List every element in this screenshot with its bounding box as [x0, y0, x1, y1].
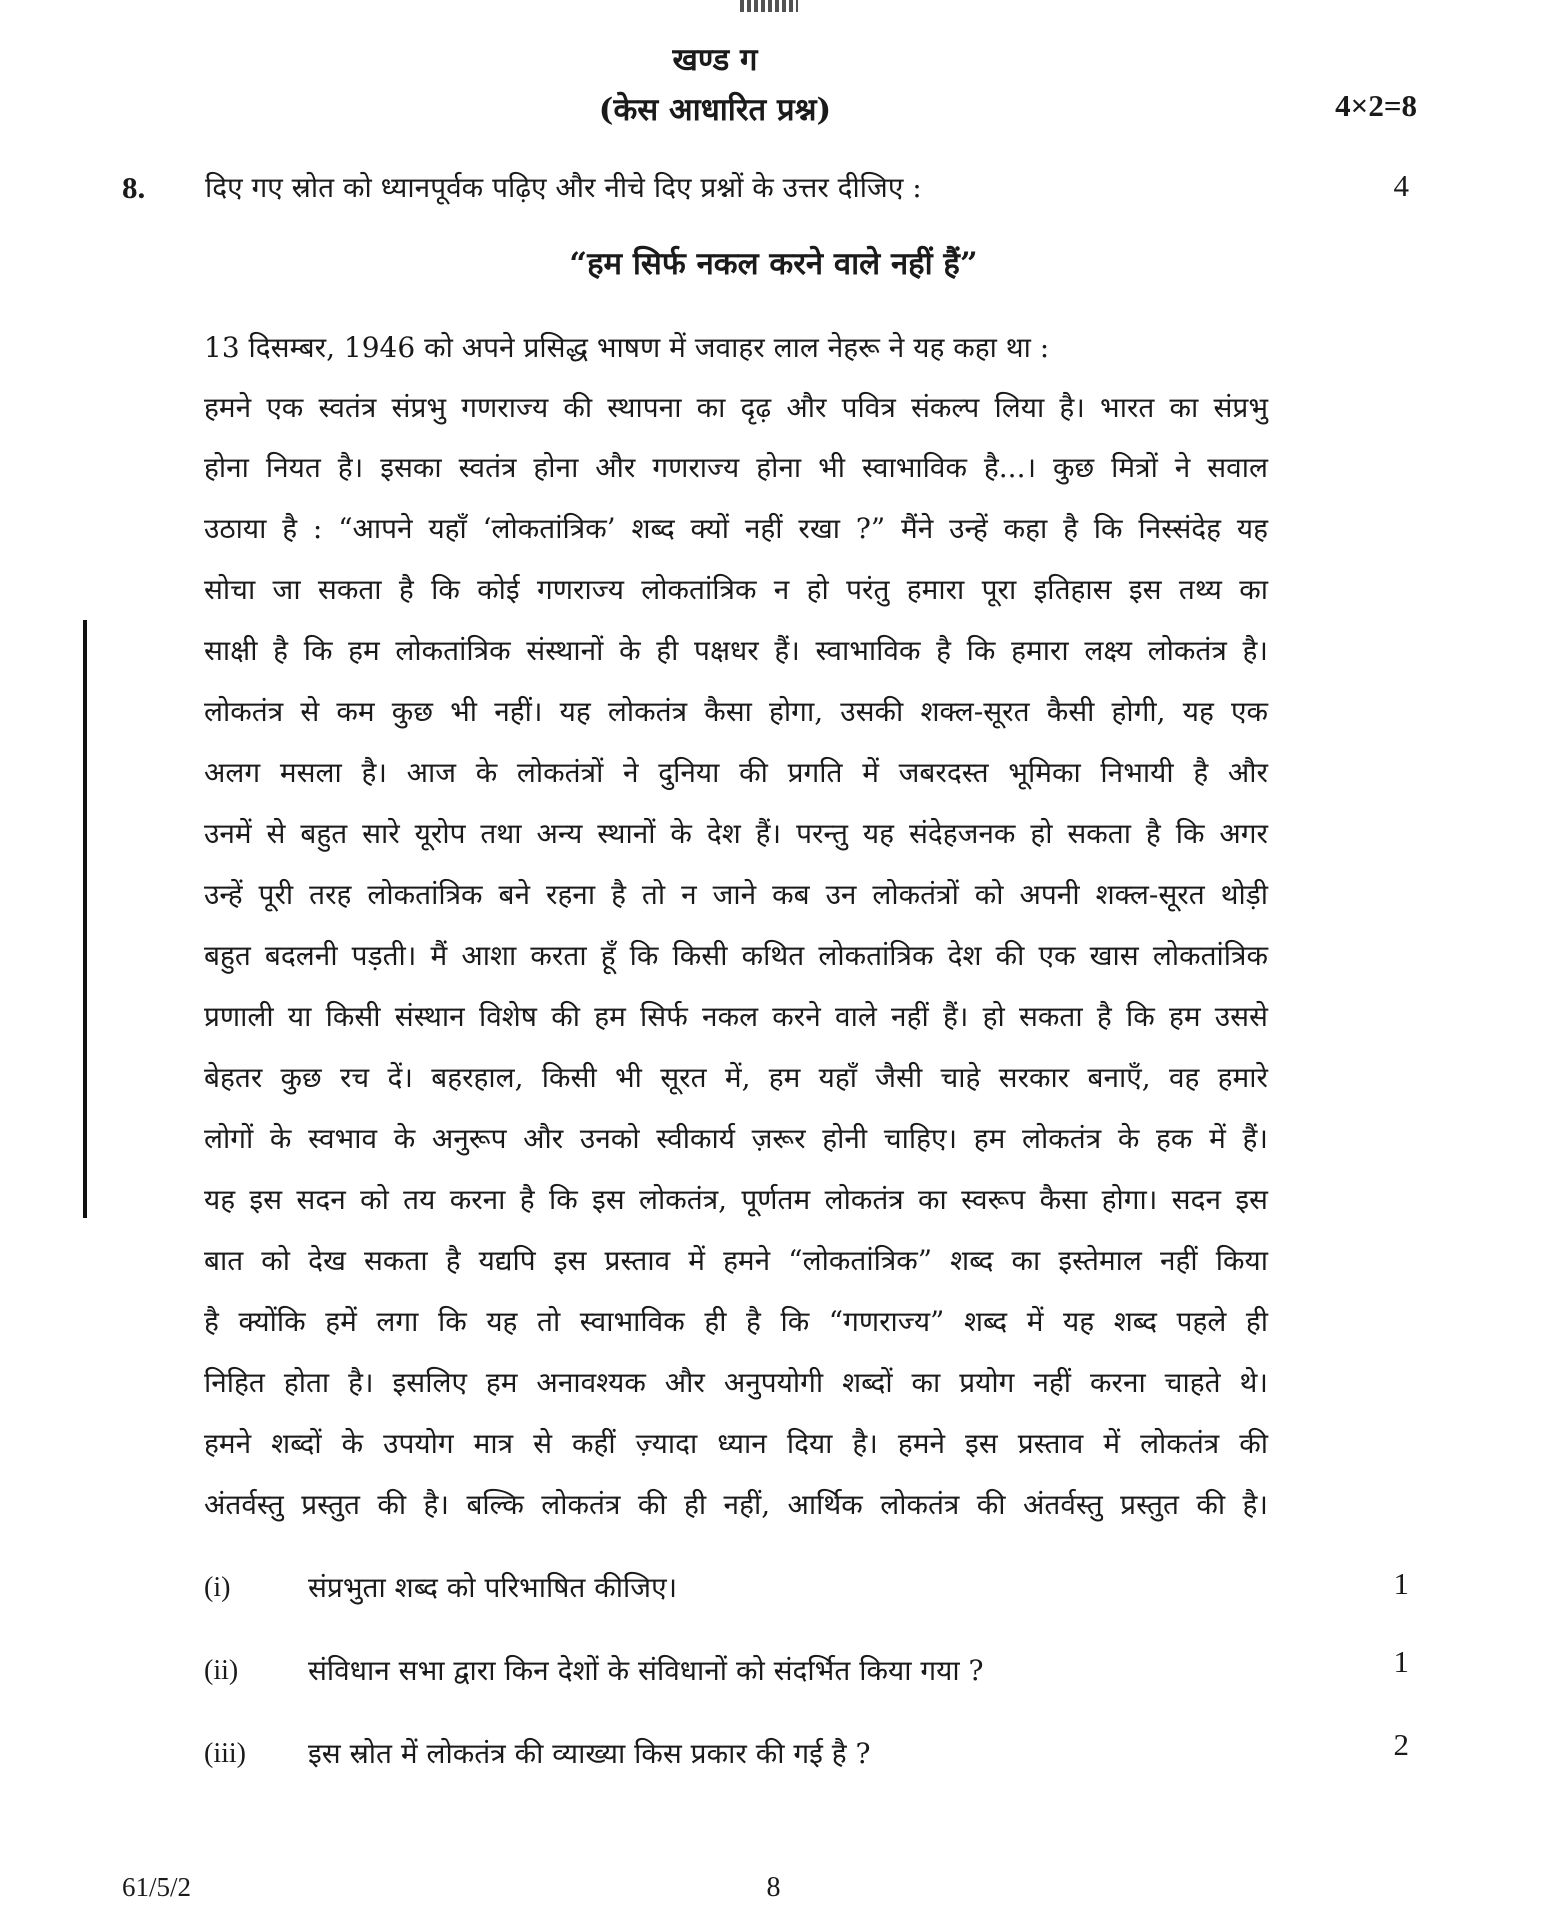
passage-line: उनमें से बहुत सारे यूरोप तथा अन्य स्थानों के देश हैं। परन्तु यह संदेहजनक हो सकता है कि अगर: [204, 817, 1268, 850]
passage-line: अलग मसला है। आज के लोकतंत्रों ने दुनिया की प्रगति में जबरदस्त भूमिका निभायी है और: [204, 756, 1268, 789]
section-subtitle: (केस आधारित प्रश्न): [598, 92, 832, 128]
passage-line: बात को देख सकता है यद्यपि इस प्रस्ताव में हमने “लोकतांत्रिक” शब्द का इस्तेमाल नहीं किया: [204, 1244, 1268, 1277]
section-title: खण्ड ग: [672, 42, 758, 78]
question-number: 8.: [122, 170, 146, 205]
subquestion-text: इस स्रोत में लोकतंत्र की व्याख्या किस प्रकार की गई है ?: [308, 1737, 871, 1770]
subquestion-label: (i): [204, 1572, 231, 1603]
passage-line: है क्योंकि हमें लगा कि यह तो स्वाभाविक ही है कि “गणराज्य” शब्द में यह शब्द पहले ही: [204, 1305, 1268, 1338]
qr-code-mark: [740, 0, 798, 12]
passage-line: प्रणाली या किसी संस्थान विशेष की हम सिर्फ नकल करने वाले नहीं हैं। हो सकता है कि हम उससे: [204, 1000, 1268, 1033]
subquestion-marks: 1: [1393, 1644, 1409, 1679]
passage-line: 13 दिसम्बर, 1946 को अपने प्रसिद्ध भाषण में जवाहर लाल नेहरू ने यह कहा था :: [204, 331, 1050, 364]
passage-line: होना नियत है। इसका स्वतंत्र होना और गणराज्य होना भी स्वाभाविक है...। कुछ मित्रों ने सवाल: [204, 451, 1268, 484]
passage-line: उठाया है : “आपने यहाँ ‘लोकतांत्रिक’ शब्द क्यों नहीं रखा ?” मैंने उन्हें कहा है कि निस्संदेह यह: [204, 512, 1268, 545]
passage-line: हमने एक स्वतंत्र संप्रभु गणराज्य की स्थापना का दृढ़ और पवित्र संकल्प लिया है। भारत का संप्रभु: [204, 391, 1268, 424]
passage-line: साक्षी है कि हम लोकतांत्रिक संस्थानों के ही पक्षधर हैं। स्वाभाविक है कि हमारा लक्ष्य लोकतंत्र है।: [204, 634, 1268, 667]
subquestion-marks: 1: [1393, 1566, 1409, 1601]
passage-line: उन्हें पूरी तरह लोकतांत्रिक बने रहना है तो न जाने कब उन लोकतंत्रों को अपनी शक्ल-सूरत थोड़ी: [204, 878, 1268, 911]
margin-change-bar: [83, 620, 87, 1218]
passage-line: लोकतंत्र से कम कुछ भी नहीं। यह लोकतंत्र कैसा होगा, उसकी शक्ल-सूरत कैसी होगी, यह एक: [204, 695, 1268, 728]
passage-line: बेहतर कुछ रच दें। बहरहाल, किसी भी सूरत में, हम यहाँ जैसी चाहे सरकार बनाएँ, वह हमारे: [204, 1061, 1268, 1094]
subquestion-text: संप्रभुता शब्द को परिभाषित कीजिए।: [308, 1571, 678, 1604]
source-title: “हम सिर्फ नकल करने वाले नहीं हैं”: [569, 246, 978, 282]
passage-line: हमने शब्दों के उपयोग मात्र से कहीं ज़्यादा ध्यान दिया है। हमने इस प्रस्ताव में लोकतंत्र की: [204, 1427, 1268, 1460]
passage-line: बहुत बदलनी पड़ती। मैं आशा करता हूँ कि किसी कथित लोकतांत्रिक देश की एक खास लोकतांत्रिक: [204, 939, 1268, 972]
passage-line: लोगों के स्वभाव के अनुरूप और उनको स्वीकार्य ज़रूर होनी चाहिए। हम लोकतंत्र के हक में हैं।: [204, 1122, 1268, 1155]
subquestion-text: संविधान सभा द्वारा किन देशों के संविधानों को संदर्भित किया गया ?: [308, 1654, 984, 1687]
section-marks: 4×2=8: [1335, 88, 1417, 123]
subquestion-label: (ii): [204, 1655, 239, 1686]
question-marks: 4: [1393, 168, 1409, 203]
subquestion-marks: 2: [1393, 1727, 1409, 1762]
paper-code: 61/5/2: [122, 1872, 192, 1902]
passage-line: निहित होता है। इसलिए हम अनावश्यक और अनुपयोगी शब्दों का प्रयोग नहीं करना चाहते थे।: [204, 1366, 1268, 1399]
passage-line: सोचा जा सकता है कि कोई गणराज्य लोकतांत्रिक न हो परंतु हमारा पूरा इतिहास इस तथ्य का: [204, 573, 1268, 606]
page-number: 8: [766, 1872, 781, 1903]
passage-line: यह इस सदन को तय करना है कि इस लोकतंत्र, पूर्णतम लोकतंत्र का स्वरूप कैसा होगा। सदन इस: [204, 1183, 1268, 1216]
question-instruction: दिए गए स्रोत को ध्यानपूर्वक पढ़िए और नीचे दिए प्रश्नों के उत्तर दीजिए :: [205, 171, 922, 204]
passage-line: अंतर्वस्तु प्रस्तुत की है। बल्कि लोकतंत्र की ही नहीं, आर्थिक लोकतंत्र की अंतर्वस्तु प्रस्तुत की है।: [204, 1488, 1268, 1521]
subquestion-label: (iii): [204, 1738, 246, 1769]
